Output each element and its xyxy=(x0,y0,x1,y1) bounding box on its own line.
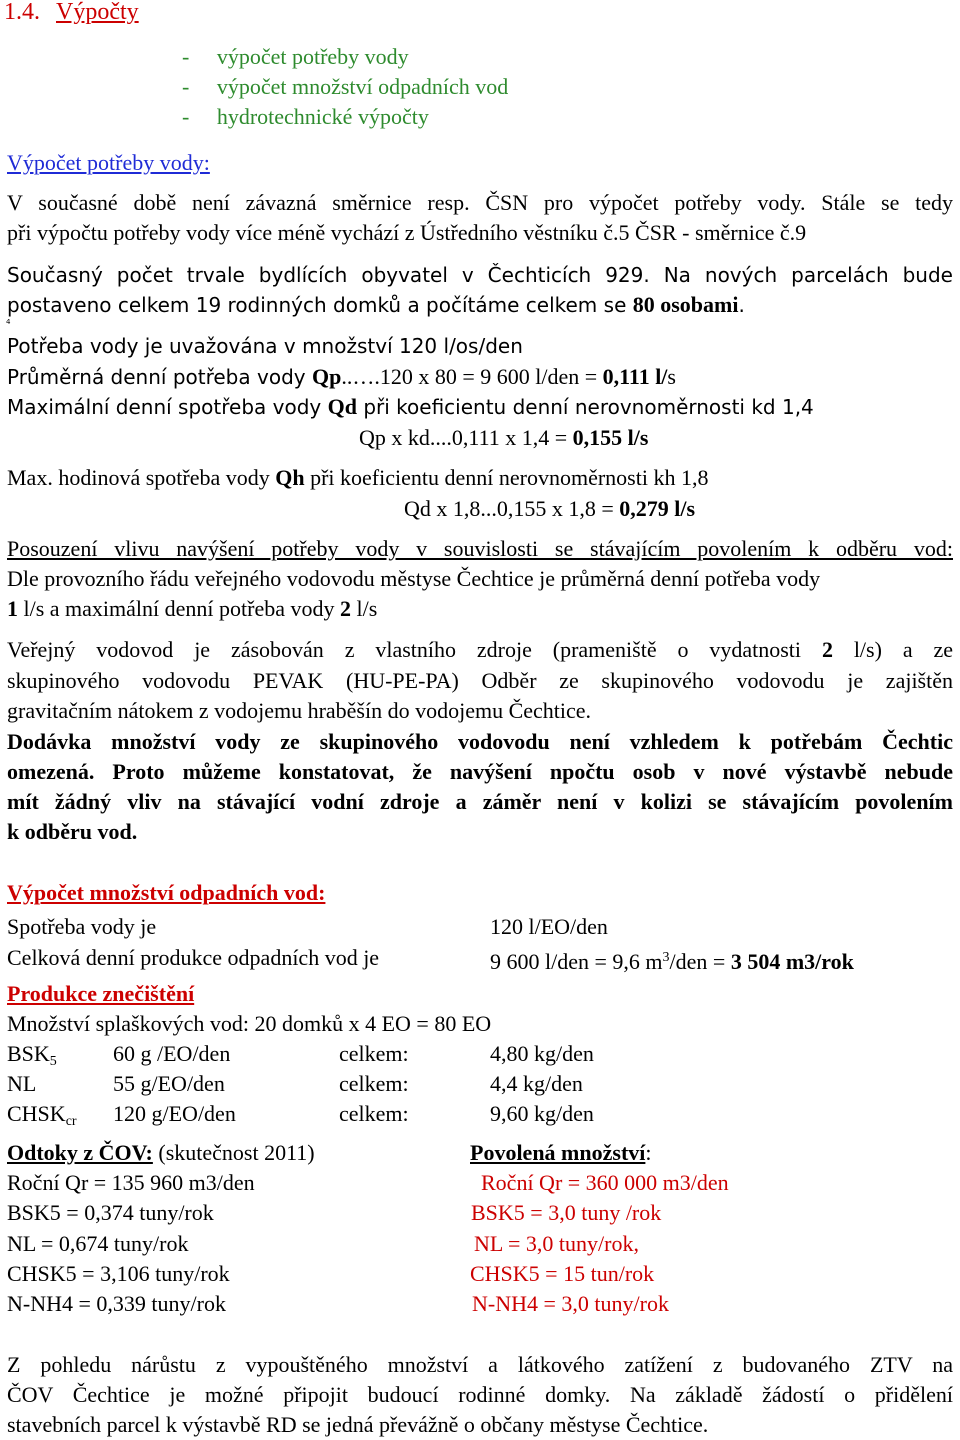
water-need: Potřeba vody je uvažována v množství 120 l/os/den xyxy=(7,334,523,358)
water-demand-intro-1: V současné době není závazná směrnice resp. ČSN pro výpočet potřeby vody. Stále se tedy xyxy=(7,190,953,215)
pollutant-total: 9,60 kg/den xyxy=(490,1101,594,1126)
conclusion-line-2: ČOV Čechtice je možné připojit budoucí rodinné domky. Na základě žádostí o přidělení xyxy=(7,1382,953,1407)
actual-value: CHSK5 = 3,106 tuny/rok xyxy=(7,1261,230,1286)
allowed-value: N-NH4 = 3,0 tuny/rok xyxy=(472,1291,669,1316)
max-hourly-calc: Qd x 1,8...0,155 x 1,8 = 0,279 l/s xyxy=(404,496,696,521)
pollutant-total: 4,4 kg/den xyxy=(490,1071,583,1096)
assessment-p1-line1: Dle provozního řádu veřejného vodovodu městyse Čechtice je průměrná denní potřeba vody xyxy=(7,566,821,591)
actual-value: NL = 0,674 tuny/rok xyxy=(7,1231,189,1256)
water-demand-heading: Výpočet potřeby vody: xyxy=(7,150,210,175)
pollutant-name: NL xyxy=(7,1071,37,1096)
section-title: Výpočty xyxy=(56,0,139,25)
average-demand: Průměrná denní potřeba vody Qp..….120 x 80 = 9 600 l/den = 0,111 l/s xyxy=(7,364,676,389)
assessment-heading: Posouzení vlivu navýšení potřeby vody v souvislosti se stávajícím povolením k odběru vod: xyxy=(7,536,953,561)
pollution-heading: Produkce znečištění xyxy=(7,981,195,1006)
toc-item: - hydrotechnické výpočty xyxy=(182,104,429,129)
actual-value: BSK5 = 0,374 tuny/rok xyxy=(7,1200,214,1225)
toc-item: - výpočet množství odpadních vod xyxy=(182,74,509,99)
pollutant-name: $BSK_5$ xyxy=(7,1041,57,1069)
allowed-value: BSK5 = 3,0 tuny /rok xyxy=(471,1200,662,1225)
assessment-p3-line1: Dodávka množství vody ze skupinového vodovodu není vzhledem k potřebám Čechtic xyxy=(7,729,953,754)
population-line-1: Současný počet trvale bydlících obyvatel v Čechticích 929. Na nových parcelách bude xyxy=(7,263,953,287)
pollutant-spec: 60 g /EO/den xyxy=(113,1041,231,1066)
assessment-p3-line4: k odběru vod. xyxy=(7,819,138,844)
pollutant-spec: 120 g/EO/den xyxy=(113,1101,236,1126)
conclusion-line-3: stavebních parcel k výstavbě RD se jedná převážně o občany městyse Čechtice. xyxy=(7,1412,709,1437)
pollutant-total-label: celkem: xyxy=(339,1041,409,1066)
assessment-p2-line3: gravitačním nátokem z vodojemu hraběšín do vodojemu Čechtice. xyxy=(7,698,592,723)
daily-production-value: 9 600 l/den = 9,6 $m^3$/den = 3 504 m3/rok xyxy=(490,949,854,974)
water-demand-intro-2: při výpočtu potřeby vody více méně vychází z Ústředního věstníku č.5 ČSR - směrnice č.9 xyxy=(7,220,807,245)
pollutant-total-label: celkem: xyxy=(339,1071,409,1096)
allowed-value: CHSK5 = 15 tun/rok xyxy=(470,1261,655,1286)
section-heading xyxy=(4,0,139,25)
pollutant-total-label: celkem: xyxy=(339,1101,409,1126)
max-hourly-demand: Max. hodinová spotřeba vody Qh při koeficientu denní nerovnoměrnosti kh 1,8 xyxy=(7,465,709,490)
conclusion-line-1: Z pohledu nárůstu z vypouštěného množství a látkového zatížení z budovaného ZTV na xyxy=(7,1352,953,1377)
sewage-amount: Množství splaškových vod: 20 domků x 4 EO = 80 EO xyxy=(7,1011,492,1036)
assessment-p2-line1: Veřejný vodovod je zásobován z vlastního zdroje (prameniště o vydatnosti 2 l/s) a ze xyxy=(7,637,954,662)
water-consumption-value: 120 l/EO/den xyxy=(490,914,608,939)
max-daily-calc: Qp x kd....0,111 x 1,4 = 0,155 l/s xyxy=(359,425,649,450)
section-number: 1.4. xyxy=(4,0,40,25)
wastewater-heading: Výpočet množství odpadních vod: xyxy=(7,880,326,905)
actual-value: N-NH4 = 0,339 tuny/rok xyxy=(7,1291,226,1316)
assessment-p3-line2: omezená. Proto můžeme konstatovat, že navýšení npočtu osob v nové výstavbě nebude xyxy=(7,759,953,784)
toc-item: - výpočet potřeby vody xyxy=(182,44,409,69)
water-consumption-label: Spotřeba vody je xyxy=(7,914,157,939)
allowed-value: Roční Qr = 360 000 m3/den xyxy=(481,1170,729,1195)
pollutant-total: 4,80 kg/den xyxy=(490,1041,594,1066)
allowed-value: NL = 3,0 tuny/rok, xyxy=(474,1231,639,1256)
pollutant-spec: 55 g/EO/den xyxy=(113,1071,225,1096)
assessment-p3-line3: mít žádný vliv na stávající vodní zdroje a záměr není v kolizi se stávajícím povolením xyxy=(7,789,953,814)
outflows-heading: Odtoky z ČOV: (skutečnost 2011) xyxy=(7,1140,315,1165)
assessment-p1-line2: 1 l/s a maximální denní potřeba vody 2 l/s xyxy=(7,596,378,621)
pollutant-name: $CHSK_{cr}$ xyxy=(7,1101,77,1129)
allowed-heading: Povolená množství: xyxy=(470,1140,652,1165)
population-line-2: postaveno celkem 19 rodinných domků a počítáme celkem se 80 osobami. xyxy=(7,292,745,317)
footnote-marker: 4 xyxy=(6,318,11,326)
assessment-p2-line2: skupinového vodovodu PEVAK (HU-PE-PA) Odběr ze skupinového vodovodu je zajištěn xyxy=(7,668,953,693)
max-daily-demand: Maximální denní spotřeba vody Qd při koeficientu denní nerovnoměrnosti kd 1,4 xyxy=(7,394,814,419)
actual-value: Roční Qr = 135 960 m3/den xyxy=(7,1170,255,1195)
daily-production-label: Celková denní produkce odpadních vod je xyxy=(7,945,380,970)
